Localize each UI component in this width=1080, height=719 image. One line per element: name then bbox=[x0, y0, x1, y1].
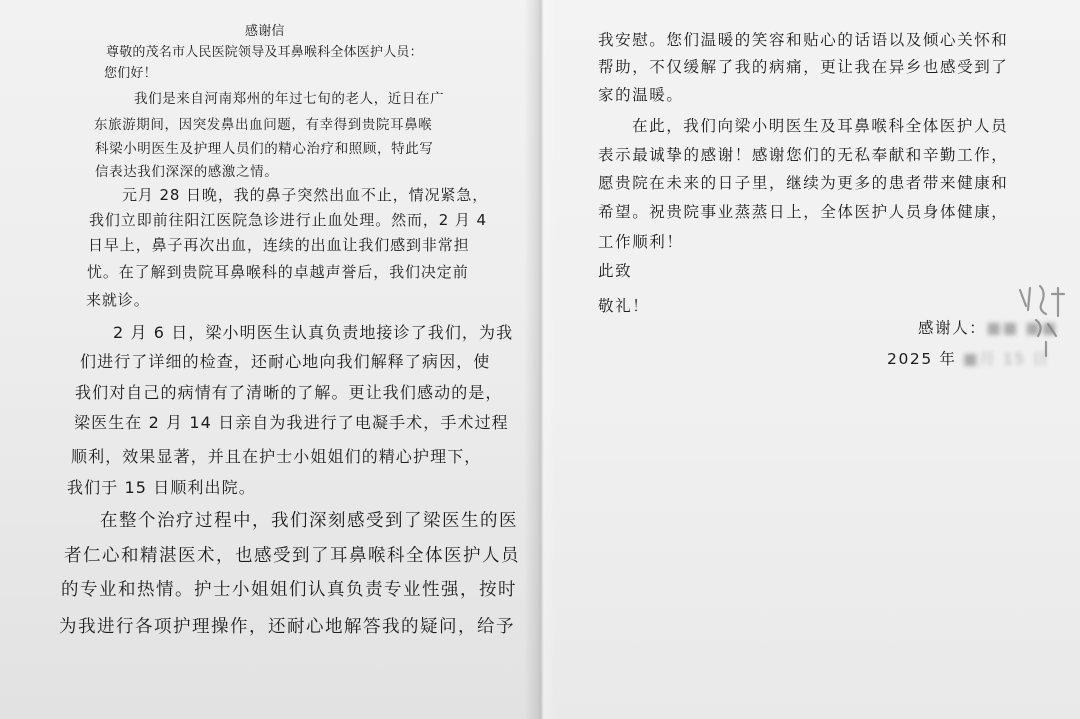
page-fold-shadow bbox=[524, 0, 556, 719]
signature-redacted: ■■ ■■ bbox=[986, 319, 1058, 337]
paragraph-line: 为我进行各项护理操作，还耐心地解答我的疑问，给予 bbox=[59, 617, 515, 637]
paragraph-line: 元月 28 日晚，我的鼻子突然出血不止，情况紧急， bbox=[122, 186, 489, 204]
paragraph-line: 信表达我们深深的感激之情。 bbox=[95, 164, 279, 180]
paragraph-line: 愿贵院在未来的日子里，继续为更多的患者带来健康和 bbox=[598, 174, 1009, 192]
paragraph-line: 我们于 15 日顺利出院。 bbox=[67, 478, 256, 497]
paragraph-line: 顺利，效果显著，并且在护士小姐姐们的精心护理下， bbox=[71, 447, 482, 466]
paragraph-line: 希望。祝贵院事业蒸蒸日上，全体医护人员身体健康， bbox=[598, 203, 1009, 221]
paragraph-line: 2 月 6 日，梁小明医生认真负责地接诊了我们，为我 bbox=[113, 323, 514, 342]
paragraph-line: 我们对自己的病情有了清晰的了解。更让我们感动的是， bbox=[75, 383, 503, 402]
paragraph-line: 日早上，鼻子再次出血，连续的出血让我们感到非常担 bbox=[88, 236, 470, 254]
paragraph-line: 科梁小明医生及护理人员们的精心治疗和照顾，特此写 bbox=[95, 141, 434, 157]
paragraph-line: 我们立即前往阳江医院急诊进行止血处理。然而，2 月 4 bbox=[89, 211, 487, 229]
closing-line: 敬礼！ bbox=[598, 297, 650, 315]
paragraph-line: 东旅游期间，因突发鼻出血问题，有幸得到贵院耳鼻喉 bbox=[94, 117, 433, 133]
paragraph-line: 家的温暖。 bbox=[598, 86, 684, 104]
right-page bbox=[540, 0, 1080, 719]
paragraph-line: 忧。在了解到贵院耳鼻喉科的卓越声誉后，我们决定前 bbox=[87, 263, 469, 281]
signature-label: 感谢人： bbox=[918, 319, 987, 337]
paragraph-line: 在此，我们向梁小明医生及耳鼻喉科全体医护人员 bbox=[632, 117, 1009, 135]
paragraph-line: 我们是来自河南郑州的年过七旬的老人，近日在广 bbox=[134, 91, 445, 107]
letter-title: 感谢信 bbox=[245, 24, 285, 39]
paragraph-line: 的专业和热情。护士小姐姐们认真负责专业性强，按时 bbox=[61, 580, 517, 600]
paragraph-line: 梁医生在 2 月 14 日亲自为我进行了电凝手术，手术过程 bbox=[74, 413, 509, 432]
paragraph-line: 在整个治疗过程中，我们深刻感受到了梁医生的医 bbox=[100, 511, 518, 531]
paragraph-line: 我安慰。您们温暖的笑容和贴心的话语以及倾心关怀和 bbox=[598, 31, 1009, 49]
date-year: 2025 年 bbox=[887, 350, 957, 368]
date-redacted: ■月 15 日 bbox=[963, 350, 1050, 368]
paragraph-line: 者仁心和精湛医术，也感受到了耳鼻喉科全体医护人员 bbox=[64, 546, 520, 566]
paragraph-line: 工作顺利！ bbox=[598, 233, 684, 251]
paragraph-line: 表示最诚挚的感谢！感谢您们的无私奉献和辛勤工作， bbox=[598, 146, 1009, 164]
handwritten-signature-mark bbox=[1016, 280, 1076, 360]
letter-salutation: 尊敬的茂名市人民医院领导及耳鼻喉科全体医护人员： bbox=[106, 45, 423, 60]
paragraph-line: 们进行了详细的检查，还耐心地向我们解释了病因，使 bbox=[80, 352, 491, 371]
closing-line: 此致 bbox=[598, 262, 633, 280]
paragraph-line: 来就诊。 bbox=[86, 291, 150, 309]
paragraph-line: 帮助，不仅缓解了我的病痛，更让我在异乡也感受到了 bbox=[598, 58, 1009, 76]
letter-greeting: 您们好！ bbox=[104, 66, 157, 81]
